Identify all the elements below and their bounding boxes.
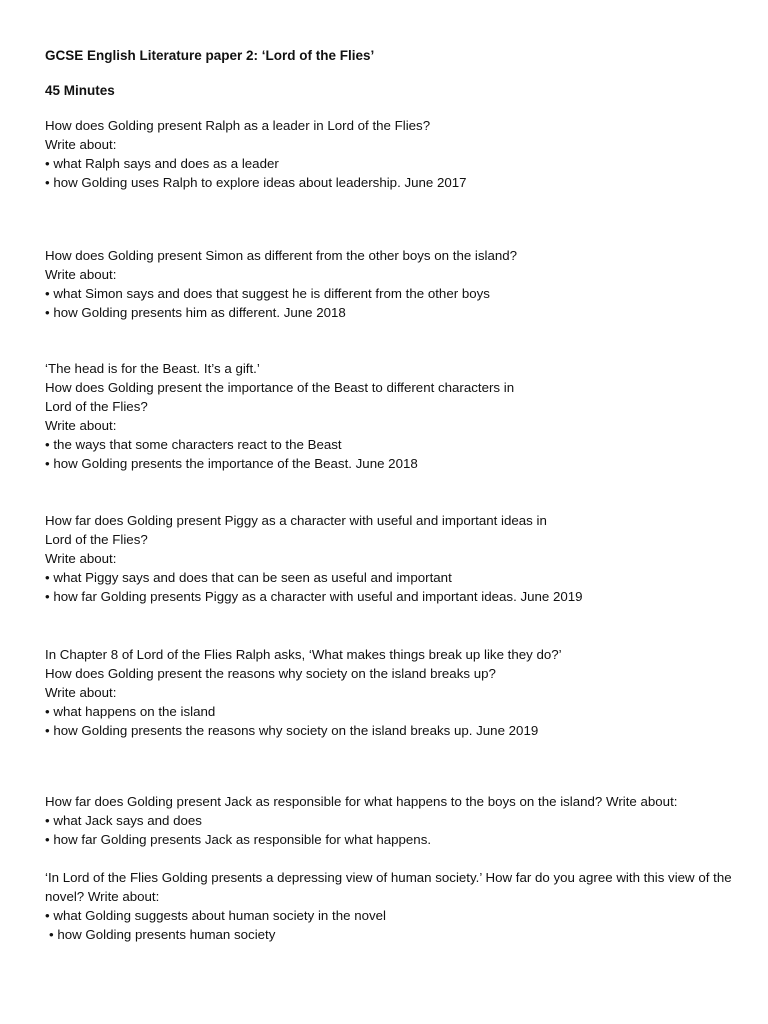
- question-block: [45, 868, 735, 944]
- bullet-point: • what Ralph says and does as a leader: [45, 156, 279, 171]
- question-block: [45, 359, 735, 473]
- bullet-point: • what Golding suggests about human society in the novel: [45, 908, 386, 923]
- question-block: [45, 511, 735, 606]
- write-about-label: Write about:: [45, 137, 117, 152]
- question-text: How does Golding present Ralph as a leader in Lord of the Flies?: [45, 118, 431, 133]
- write-about-label: Write about:: [45, 267, 117, 282]
- question-text: How does Golding present Simon as different from the other boys on the island?: [45, 248, 518, 263]
- bullet-point: • how far Golding presents Piggy as a character with useful and important ideas. June 2019: [45, 589, 583, 604]
- question-text: ‘In Lord of the Flies Golding presents a depressing view of human society.’ How far do you agree with this view of the novel? Write about:: [45, 870, 732, 904]
- bullet-point: • how Golding uses Ralph to explore ideas about leadership. June 2017: [45, 175, 467, 190]
- question-quote: In Chapter 8 of Lord of the Flies Ralph asks, ‘What makes things break up like they do?’: [45, 647, 562, 662]
- question-block: [45, 645, 735, 740]
- question-text: Lord of the Flies?: [45, 532, 148, 547]
- write-about-label: Write about:: [45, 418, 117, 433]
- bullet-point: • how far Golding presents Jack as responsible for what happens.: [45, 832, 432, 847]
- write-about-label: Write about:: [45, 685, 117, 700]
- question-text: How far does Golding present Piggy as a character with useful and important ideas in: [45, 513, 547, 528]
- question-text: How far does Golding present Jack as responsible for what happens to the boys on the island? Write about:: [45, 794, 678, 809]
- bullet-point: • how Golding presents the reasons why society on the island breaks up. June 2019: [45, 723, 539, 738]
- bullet-point: • how Golding presents him as different. June 2018: [45, 305, 346, 320]
- bullet-point: • what happens on the island: [45, 704, 216, 719]
- bullet-point: • how Golding presents the importance of the Beast. June 2018: [45, 456, 418, 471]
- bullet-point: • the ways that some characters react to the Beast: [45, 437, 342, 452]
- bullet-point: • what Simon says and does that suggest he is different from the other boys: [45, 286, 490, 301]
- write-about-label: Write about:: [45, 551, 117, 566]
- document-title: GCSE English Literature paper 2: ‘Lord of the Flies’: [45, 48, 375, 63]
- question-quote: ‘The head is for the Beast. It’s a gift.’: [45, 361, 260, 376]
- exam-duration: 45 Minutes: [45, 83, 115, 98]
- question-text: How does Golding present the reasons why society on the island breaks up?: [45, 666, 496, 681]
- bullet-point: • how Golding presents human society: [49, 927, 276, 942]
- question-block: [45, 792, 735, 849]
- bullet-point: • what Jack says and does: [45, 813, 202, 828]
- bullet-point: • what Piggy says and does that can be seen as useful and important: [45, 570, 452, 585]
- question-text: Lord of the Flies?: [45, 399, 148, 414]
- question-block: [45, 246, 735, 322]
- question-text: How does Golding present the importance of the Beast to different characters in: [45, 380, 515, 395]
- question-block: [45, 116, 735, 192]
